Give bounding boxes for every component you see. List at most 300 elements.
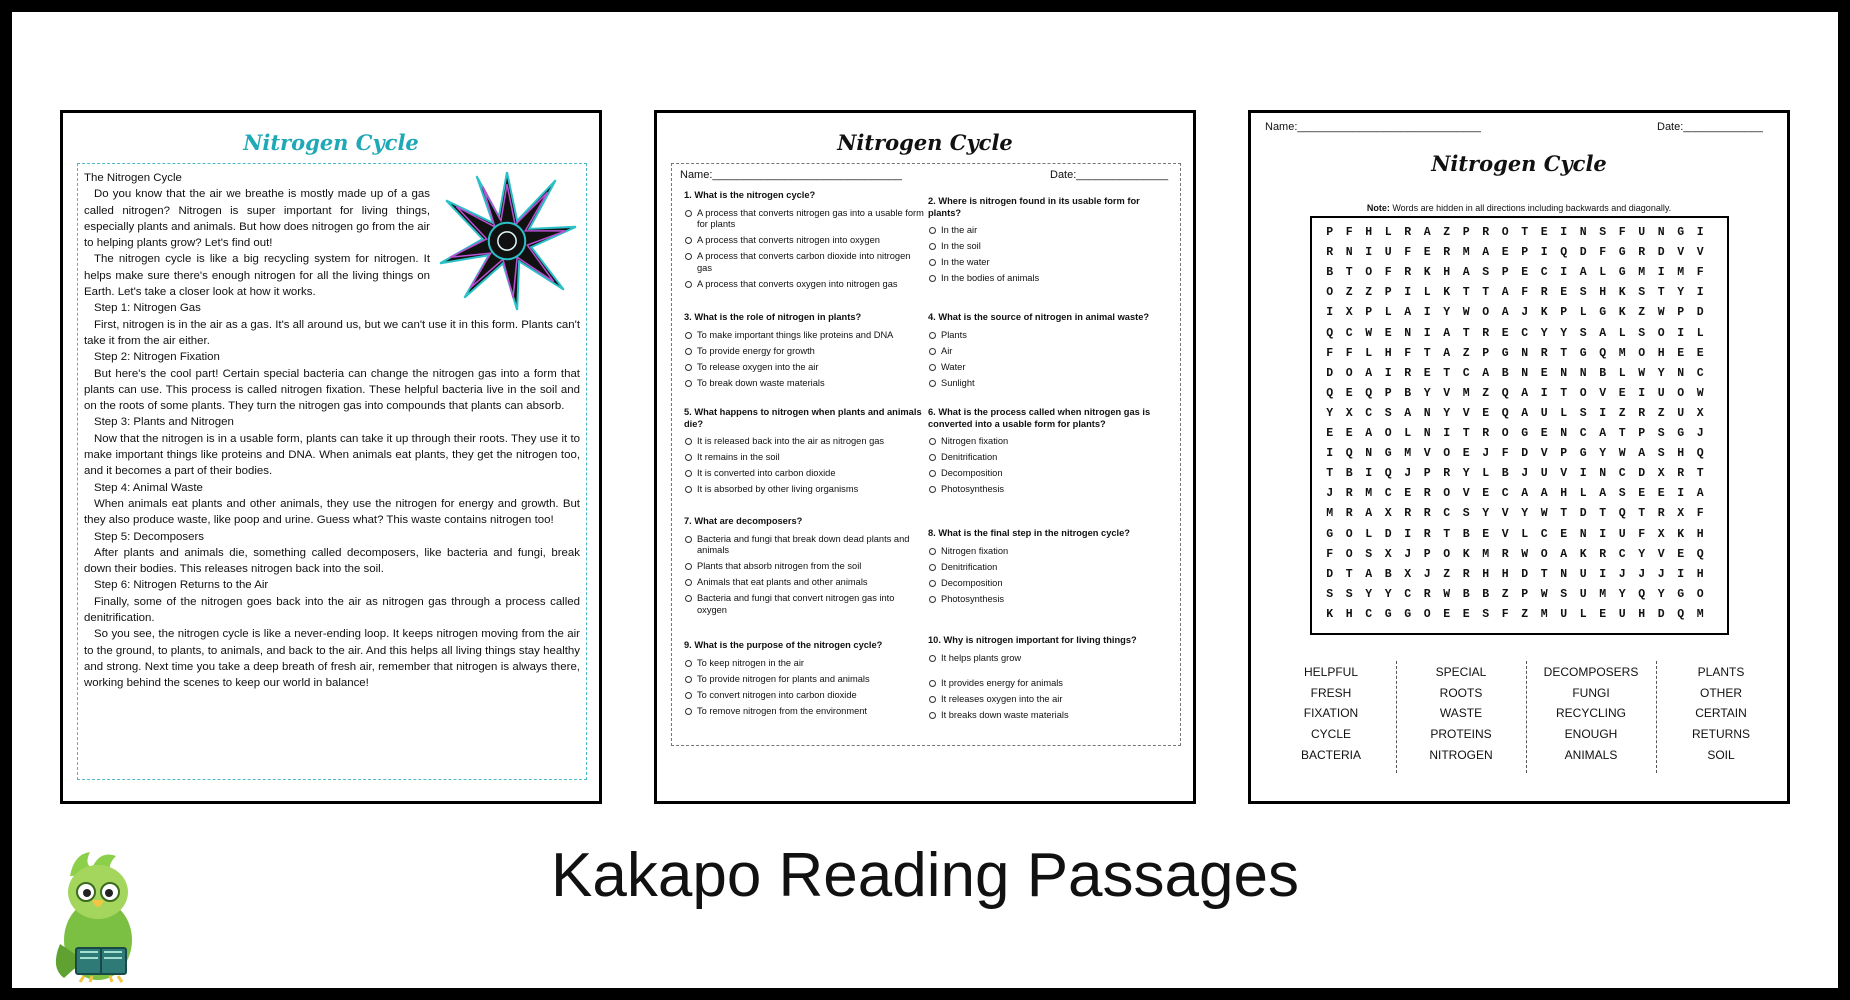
- grid-letter[interactable]: G: [1599, 306, 1607, 320]
- grid-letter[interactable]: F: [1599, 246, 1607, 260]
- grid-letter[interactable]: Z: [1657, 406, 1665, 420]
- grid-letter[interactable]: J: [1657, 567, 1665, 581]
- grid-letter[interactable]: T: [1696, 467, 1704, 481]
- grid-letter[interactable]: V: [1599, 386, 1607, 400]
- grid-letter[interactable]: O: [1384, 427, 1392, 440]
- grid-letter[interactable]: H: [1560, 487, 1568, 501]
- grid-letter[interactable]: X: [1696, 406, 1704, 420]
- answer-option[interactable]: To make important things like proteins and DNA: [684, 330, 924, 342]
- grid-letter[interactable]: T: [1443, 366, 1451, 380]
- answer-option[interactable]: To remove nitrogen from the environment: [684, 706, 924, 718]
- grid-letter[interactable]: T: [1560, 386, 1568, 400]
- answer-option[interactable]: Photosynthesis: [928, 484, 1168, 496]
- grid-letter[interactable]: J: [1404, 547, 1412, 561]
- grid-letter[interactable]: J: [1618, 567, 1626, 581]
- grid-letter[interactable]: B: [1599, 366, 1607, 380]
- grid-letter[interactable]: R: [1540, 286, 1548, 300]
- grid-letter[interactable]: Q: [1677, 607, 1685, 621]
- grid-letter[interactable]: L: [1579, 607, 1587, 621]
- grid-letter[interactable]: U: [1540, 467, 1548, 481]
- grid-letter[interactable]: M: [1404, 447, 1412, 461]
- grid-letter[interactable]: R: [1423, 507, 1431, 521]
- grid-letter[interactable]: R: [1404, 226, 1412, 239]
- grid-letter[interactable]: I: [1443, 427, 1451, 440]
- grid-letter[interactable]: Z: [1365, 286, 1373, 300]
- answer-option[interactable]: Bacteria and fungi that convert nitrogen gas into oxygen: [684, 593, 924, 616]
- grid-letter[interactable]: T: [1443, 527, 1451, 541]
- grid-letter[interactable]: X: [1677, 507, 1685, 521]
- grid-letter[interactable]: B: [1501, 467, 1509, 481]
- grid-letter[interactable]: V: [1462, 487, 1470, 501]
- grid-letter[interactable]: Z: [1638, 306, 1646, 320]
- grid-letter[interactable]: Y: [1638, 547, 1646, 561]
- grid-letter[interactable]: R: [1638, 406, 1646, 420]
- grid-letter[interactable]: T: [1345, 567, 1353, 581]
- grid-letter[interactable]: I: [1540, 246, 1548, 260]
- answer-option[interactable]: Decomposition: [928, 578, 1168, 590]
- grid-letter[interactable]: Y: [1657, 587, 1665, 601]
- grid-letter[interactable]: E: [1657, 487, 1665, 501]
- grid-letter[interactable]: P: [1365, 306, 1373, 320]
- grid-letter[interactable]: R: [1404, 507, 1412, 521]
- answer-option[interactable]: To provide energy for growth: [684, 346, 924, 358]
- grid-letter[interactable]: H: [1696, 567, 1704, 581]
- grid-letter[interactable]: G: [1677, 587, 1685, 601]
- answer-option[interactable]: To break down waste materials: [684, 378, 924, 390]
- grid-letter[interactable]: Z: [1443, 226, 1451, 239]
- grid-letter[interactable]: B: [1326, 266, 1334, 280]
- grid-letter[interactable]: Q: [1345, 447, 1353, 461]
- grid-letter[interactable]: G: [1618, 246, 1626, 260]
- grid-letter[interactable]: I: [1404, 527, 1412, 541]
- grid-letter[interactable]: E: [1540, 427, 1548, 440]
- grid-letter[interactable]: W: [1521, 547, 1529, 561]
- grid-letter[interactable]: T: [1462, 326, 1470, 340]
- grid-letter[interactable]: M: [1618, 346, 1626, 360]
- answer-option[interactable]: Water: [928, 362, 1168, 374]
- grid-letter[interactable]: F: [1384, 266, 1392, 280]
- grid-letter[interactable]: K: [1443, 286, 1451, 300]
- grid-letter[interactable]: A: [1404, 306, 1412, 320]
- grid-letter[interactable]: Q: [1696, 447, 1704, 461]
- grid-letter[interactable]: I: [1365, 467, 1373, 481]
- grid-letter[interactable]: J: [1404, 467, 1412, 481]
- grid-letter[interactable]: Q: [1365, 386, 1373, 400]
- grid-letter[interactable]: U: [1618, 527, 1626, 541]
- grid-letter[interactable]: W: [1638, 366, 1646, 380]
- grid-letter[interactable]: Y: [1326, 406, 1334, 420]
- grid-letter[interactable]: L: [1404, 427, 1412, 440]
- grid-letter[interactable]: Z: [1521, 607, 1529, 621]
- grid-letter[interactable]: E: [1345, 386, 1353, 400]
- grid-letter[interactable]: E: [1501, 326, 1509, 340]
- grid-letter[interactable]: I: [1677, 487, 1685, 501]
- grid-letter[interactable]: C: [1618, 467, 1626, 481]
- grid-letter[interactable]: D: [1696, 306, 1704, 320]
- grid-letter[interactable]: Y: [1618, 587, 1626, 601]
- grid-letter[interactable]: G: [1579, 447, 1587, 461]
- grid-letter[interactable]: U: [1579, 587, 1587, 601]
- grid-letter[interactable]: E: [1326, 427, 1334, 440]
- grid-letter[interactable]: A: [1560, 547, 1568, 561]
- grid-letter[interactable]: H: [1696, 527, 1704, 541]
- grid-letter[interactable]: R: [1443, 467, 1451, 481]
- grid-letter[interactable]: V: [1501, 507, 1509, 521]
- grid-letter[interactable]: E: [1443, 607, 1451, 621]
- grid-letter[interactable]: P: [1677, 306, 1685, 320]
- grid-letter[interactable]: B: [1384, 567, 1392, 581]
- grid-letter[interactable]: Y: [1462, 467, 1470, 481]
- grid-letter[interactable]: X: [1384, 507, 1392, 521]
- grid-letter[interactable]: Y: [1599, 447, 1607, 461]
- grid-letter[interactable]: R: [1345, 487, 1353, 501]
- grid-letter[interactable]: S: [1579, 406, 1587, 420]
- grid-letter[interactable]: T: [1560, 507, 1568, 521]
- grid-letter[interactable]: T: [1482, 286, 1490, 300]
- grid-letter[interactable]: K: [1677, 527, 1685, 541]
- grid-letter[interactable]: S: [1638, 286, 1646, 300]
- grid-letter[interactable]: V: [1462, 406, 1470, 420]
- grid-letter[interactable]: H: [1501, 567, 1509, 581]
- answer-option[interactable]: In the soil: [928, 241, 1168, 253]
- grid-letter[interactable]: K: [1618, 306, 1626, 320]
- grid-letter[interactable]: R: [1423, 527, 1431, 541]
- grid-letter[interactable]: N: [1560, 427, 1568, 440]
- grid-letter[interactable]: E: [1677, 346, 1685, 360]
- grid-letter[interactable]: W: [1365, 326, 1373, 340]
- grid-letter[interactable]: Q: [1638, 587, 1646, 601]
- grid-letter[interactable]: Q: [1696, 547, 1704, 561]
- grid-letter[interactable]: N: [1345, 246, 1353, 260]
- grid-letter[interactable]: O: [1423, 607, 1431, 621]
- answer-option[interactable]: To keep nitrogen in the air: [684, 658, 924, 670]
- grid-letter[interactable]: T: [1462, 427, 1470, 440]
- grid-letter[interactable]: L: [1365, 527, 1373, 541]
- grid-letter[interactable]: N: [1560, 366, 1568, 380]
- grid-letter[interactable]: S: [1657, 447, 1665, 461]
- grid-letter[interactable]: N: [1560, 567, 1568, 581]
- grid-letter[interactable]: H: [1599, 286, 1607, 300]
- grid-letter[interactable]: T: [1638, 507, 1646, 521]
- grid-letter[interactable]: E: [1404, 487, 1412, 501]
- grid-letter[interactable]: Y: [1384, 587, 1392, 601]
- grid-letter[interactable]: R: [1501, 547, 1509, 561]
- grid-letter[interactable]: P: [1482, 346, 1490, 360]
- date-field[interactable]: Date:_____________: [1657, 121, 1763, 133]
- grid-letter[interactable]: W: [1540, 587, 1548, 601]
- grid-letter[interactable]: L: [1423, 286, 1431, 300]
- grid-letter[interactable]: C: [1618, 547, 1626, 561]
- answer-option[interactable]: A process that converts oxygen into nitrogen gas: [684, 279, 924, 291]
- grid-letter[interactable]: O: [1326, 286, 1334, 300]
- grid-letter[interactable]: K: [1618, 286, 1626, 300]
- grid-letter[interactable]: A: [1482, 366, 1490, 380]
- answer-option[interactable]: It remains in the soil: [684, 452, 924, 464]
- grid-letter[interactable]: K: [1540, 306, 1548, 320]
- grid-letter[interactable]: E: [1482, 527, 1490, 541]
- grid-letter[interactable]: N: [1423, 406, 1431, 420]
- grid-letter[interactable]: P: [1423, 547, 1431, 561]
- grid-letter[interactable]: A: [1365, 366, 1373, 380]
- grid-letter[interactable]: N: [1365, 447, 1373, 461]
- grid-letter[interactable]: G: [1326, 527, 1334, 541]
- grid-letter[interactable]: E: [1677, 547, 1685, 561]
- grid-letter[interactable]: U: [1579, 567, 1587, 581]
- grid-letter[interactable]: R: [1423, 587, 1431, 601]
- grid-letter[interactable]: S: [1345, 587, 1353, 601]
- grid-letter[interactable]: M: [1696, 607, 1704, 621]
- grid-letter[interactable]: L: [1696, 326, 1704, 340]
- grid-letter[interactable]: R: [1599, 547, 1607, 561]
- date-field[interactable]: Date:_______________: [1050, 169, 1169, 181]
- grid-letter[interactable]: F: [1696, 266, 1704, 280]
- grid-letter[interactable]: A: [1423, 226, 1431, 239]
- grid-letter[interactable]: Q: [1384, 467, 1392, 481]
- grid-letter[interactable]: D: [1326, 567, 1334, 581]
- grid-letter[interactable]: O: [1540, 547, 1548, 561]
- grid-letter[interactable]: I: [1677, 326, 1685, 340]
- grid-letter[interactable]: L: [1579, 306, 1587, 320]
- grid-letter[interactable]: T: [1423, 346, 1431, 360]
- grid-letter[interactable]: F: [1618, 226, 1626, 239]
- grid-letter[interactable]: I: [1365, 246, 1373, 260]
- answer-option[interactable]: Plants that absorb nitrogen from the soil: [684, 561, 924, 573]
- grid-letter[interactable]: M: [1599, 587, 1607, 601]
- grid-letter[interactable]: Q: [1560, 246, 1568, 260]
- answer-option[interactable]: It releases oxygen into the air: [928, 694, 1168, 706]
- grid-letter[interactable]: T: [1462, 286, 1470, 300]
- grid-letter[interactable]: I: [1638, 386, 1646, 400]
- grid-letter[interactable]: E: [1482, 406, 1490, 420]
- grid-letter[interactable]: A: [1521, 406, 1529, 420]
- grid-letter[interactable]: I: [1657, 266, 1665, 280]
- answer-option[interactable]: It provides energy for animals: [928, 678, 1168, 690]
- grid-letter[interactable]: V: [1677, 246, 1685, 260]
- answer-option[interactable]: To convert nitrogen into carbon dioxide: [684, 690, 924, 702]
- grid-letter[interactable]: N: [1579, 366, 1587, 380]
- grid-letter[interactable]: F: [1521, 286, 1529, 300]
- grid-letter[interactable]: F: [1404, 346, 1412, 360]
- grid-letter[interactable]: I: [1423, 306, 1431, 320]
- grid-letter[interactable]: Q: [1326, 326, 1334, 340]
- grid-letter[interactable]: A: [1501, 306, 1509, 320]
- grid-letter[interactable]: A: [1404, 406, 1412, 420]
- answer-option[interactable]: It is converted into carbon dioxide: [684, 468, 924, 480]
- grid-letter[interactable]: X: [1345, 306, 1353, 320]
- grid-letter[interactable]: L: [1482, 467, 1490, 481]
- grid-letter[interactable]: Y: [1560, 326, 1568, 340]
- grid-letter[interactable]: A: [1638, 447, 1646, 461]
- grid-letter[interactable]: B: [1462, 587, 1470, 601]
- grid-letter[interactable]: E: [1560, 527, 1568, 541]
- grid-letter[interactable]: F: [1638, 527, 1646, 541]
- grid-letter[interactable]: L: [1384, 306, 1392, 320]
- grid-letter[interactable]: O: [1579, 386, 1587, 400]
- grid-letter[interactable]: A: [1462, 266, 1470, 280]
- answer-option[interactable]: Denitrification: [928, 562, 1168, 574]
- grid-letter[interactable]: C: [1462, 366, 1470, 380]
- grid-letter[interactable]: I: [1560, 226, 1568, 239]
- grid-letter[interactable]: W: [1462, 306, 1470, 320]
- grid-letter[interactable]: U: [1560, 607, 1568, 621]
- grid-letter[interactable]: C: [1365, 406, 1373, 420]
- grid-letter[interactable]: I: [1384, 366, 1392, 380]
- grid-letter[interactable]: M: [1677, 266, 1685, 280]
- grid-letter[interactable]: D: [1326, 366, 1334, 380]
- answer-option[interactable]: It is released back into the air as nitrogen gas: [684, 436, 924, 448]
- grid-letter[interactable]: R: [1540, 346, 1548, 360]
- grid-letter[interactable]: Z: [1443, 567, 1451, 581]
- grid-letter[interactable]: H: [1345, 607, 1353, 621]
- grid-letter[interactable]: I: [1696, 226, 1704, 239]
- grid-letter[interactable]: O: [1696, 587, 1704, 601]
- grid-letter[interactable]: R: [1423, 487, 1431, 501]
- grid-letter[interactable]: C: [1365, 607, 1373, 621]
- answer-option[interactable]: Nitrogen fixation: [928, 436, 1168, 448]
- answer-option[interactable]: Denitrification: [928, 452, 1168, 464]
- grid-letter[interactable]: V: [1443, 386, 1451, 400]
- answer-option[interactable]: In the air: [928, 225, 1168, 237]
- grid-letter[interactable]: O: [1345, 366, 1353, 380]
- grid-letter[interactable]: T: [1560, 346, 1568, 360]
- grid-letter[interactable]: A: [1365, 567, 1373, 581]
- grid-letter[interactable]: P: [1521, 246, 1529, 260]
- grid-letter[interactable]: N: [1677, 366, 1685, 380]
- grid-letter[interactable]: N: [1579, 527, 1587, 541]
- answer-option[interactable]: To provide nitrogen for plants and animals: [684, 674, 924, 686]
- grid-letter[interactable]: H: [1365, 226, 1373, 239]
- grid-letter[interactable]: E: [1696, 346, 1704, 360]
- answer-option[interactable]: Nitrogen fixation: [928, 546, 1168, 558]
- answer-option[interactable]: Air: [928, 346, 1168, 358]
- grid-letter[interactable]: K: [1579, 547, 1587, 561]
- grid-letter[interactable]: Y: [1365, 587, 1373, 601]
- grid-letter[interactable]: T: [1657, 286, 1665, 300]
- grid-letter[interactable]: S: [1638, 326, 1646, 340]
- grid-letter[interactable]: C: [1540, 527, 1548, 541]
- grid-letter[interactable]: X: [1404, 567, 1412, 581]
- grid-letter[interactable]: R: [1482, 326, 1490, 340]
- answer-option[interactable]: In the water: [928, 257, 1168, 269]
- grid-letter[interactable]: F: [1501, 447, 1509, 461]
- grid-letter[interactable]: O: [1443, 547, 1451, 561]
- grid-letter[interactable]: B: [1404, 386, 1412, 400]
- grid-letter[interactable]: T: [1326, 467, 1334, 481]
- grid-letter[interactable]: O: [1345, 527, 1353, 541]
- letter-grid[interactable]: [1310, 216, 1729, 635]
- grid-letter[interactable]: M: [1482, 547, 1490, 561]
- grid-letter[interactable]: A: [1599, 427, 1607, 440]
- grid-letter[interactable]: R: [1638, 246, 1646, 260]
- grid-letter[interactable]: L: [1579, 487, 1587, 501]
- grid-letter[interactable]: X: [1384, 547, 1392, 561]
- grid-letter[interactable]: Z: [1482, 386, 1490, 400]
- grid-letter[interactable]: S: [1560, 587, 1568, 601]
- grid-letter[interactable]: E: [1423, 246, 1431, 260]
- grid-letter[interactable]: Y: [1657, 366, 1665, 380]
- answer-option[interactable]: Photosynthesis: [928, 594, 1168, 606]
- grid-letter[interactable]: S: [1326, 587, 1334, 601]
- grid-letter[interactable]: H: [1384, 346, 1392, 360]
- grid-letter[interactable]: Q: [1501, 386, 1509, 400]
- grid-letter[interactable]: K: [1423, 266, 1431, 280]
- grid-letter[interactable]: I: [1599, 406, 1607, 420]
- grid-letter[interactable]: C: [1696, 366, 1704, 380]
- grid-letter[interactable]: F: [1345, 226, 1353, 239]
- grid-letter[interactable]: E: [1384, 326, 1392, 340]
- grid-letter[interactable]: I: [1540, 386, 1548, 400]
- grid-letter[interactable]: Z: [1618, 406, 1626, 420]
- grid-letter[interactable]: B: [1345, 467, 1353, 481]
- grid-letter[interactable]: R: [1482, 226, 1490, 239]
- grid-letter[interactable]: F: [1326, 547, 1334, 561]
- grid-letter[interactable]: O: [1443, 447, 1451, 461]
- grid-letter[interactable]: F: [1326, 346, 1334, 360]
- grid-letter[interactable]: T: [1540, 567, 1548, 581]
- grid-letter[interactable]: K: [1326, 607, 1334, 621]
- grid-letter[interactable]: S: [1482, 266, 1490, 280]
- grid-letter[interactable]: R: [1677, 467, 1685, 481]
- grid-letter[interactable]: Q: [1501, 406, 1509, 420]
- grid-letter[interactable]: L: [1618, 366, 1626, 380]
- grid-letter[interactable]: S: [1657, 427, 1665, 440]
- grid-letter[interactable]: T: [1599, 507, 1607, 521]
- grid-letter[interactable]: W: [1696, 386, 1704, 400]
- grid-letter[interactable]: D: [1384, 527, 1392, 541]
- grid-letter[interactable]: Q: [1599, 346, 1607, 360]
- grid-letter[interactable]: J: [1521, 467, 1529, 481]
- answer-option[interactable]: Plants: [928, 330, 1168, 342]
- answer-option[interactable]: A process that converts nitrogen into oxygen: [684, 235, 924, 247]
- grid-letter[interactable]: P: [1560, 447, 1568, 461]
- grid-letter[interactable]: R: [1657, 507, 1665, 521]
- grid-letter[interactable]: A: [1599, 326, 1607, 340]
- grid-letter[interactable]: A: [1443, 326, 1451, 340]
- grid-letter[interactable]: C: [1579, 427, 1587, 440]
- grid-letter[interactable]: A: [1521, 386, 1529, 400]
- grid-letter[interactable]: L: [1599, 266, 1607, 280]
- grid-letter[interactable]: S: [1579, 286, 1587, 300]
- grid-letter[interactable]: H: [1638, 607, 1646, 621]
- name-field[interactable]: Name:______________________________: [1265, 121, 1481, 133]
- grid-letter[interactable]: P: [1462, 226, 1470, 239]
- grid-letter[interactable]: O: [1677, 386, 1685, 400]
- grid-letter[interactable]: P: [1501, 266, 1509, 280]
- grid-letter[interactable]: E: [1462, 447, 1470, 461]
- grid-letter[interactable]: A: [1443, 346, 1451, 360]
- grid-letter[interactable]: I: [1560, 266, 1568, 280]
- grid-letter[interactable]: W: [1443, 587, 1451, 601]
- grid-letter[interactable]: T: [1345, 266, 1353, 280]
- name-field[interactable]: Name:_______________________________: [680, 169, 903, 181]
- grid-letter[interactable]: V: [1423, 447, 1431, 461]
- grid-letter[interactable]: C: [1404, 587, 1412, 601]
- grid-letter[interactable]: P: [1384, 286, 1392, 300]
- grid-letter[interactable]: N: [1521, 346, 1529, 360]
- grid-letter[interactable]: H: [1482, 567, 1490, 581]
- grid-letter[interactable]: P: [1638, 427, 1646, 440]
- answer-option[interactable]: Bacteria and fungi that break down dead plants and animals: [684, 534, 924, 557]
- grid-letter[interactable]: J: [1423, 567, 1431, 581]
- grid-letter[interactable]: E: [1501, 246, 1509, 260]
- grid-letter[interactable]: A: [1599, 487, 1607, 501]
- grid-letter[interactable]: O: [1501, 427, 1509, 440]
- grid-letter[interactable]: Y: [1521, 507, 1529, 521]
- grid-letter[interactable]: R: [1345, 507, 1353, 521]
- grid-letter[interactable]: M: [1462, 246, 1470, 260]
- grid-letter[interactable]: P: [1384, 386, 1392, 400]
- answer-option[interactable]: It helps plants grow: [928, 653, 1168, 665]
